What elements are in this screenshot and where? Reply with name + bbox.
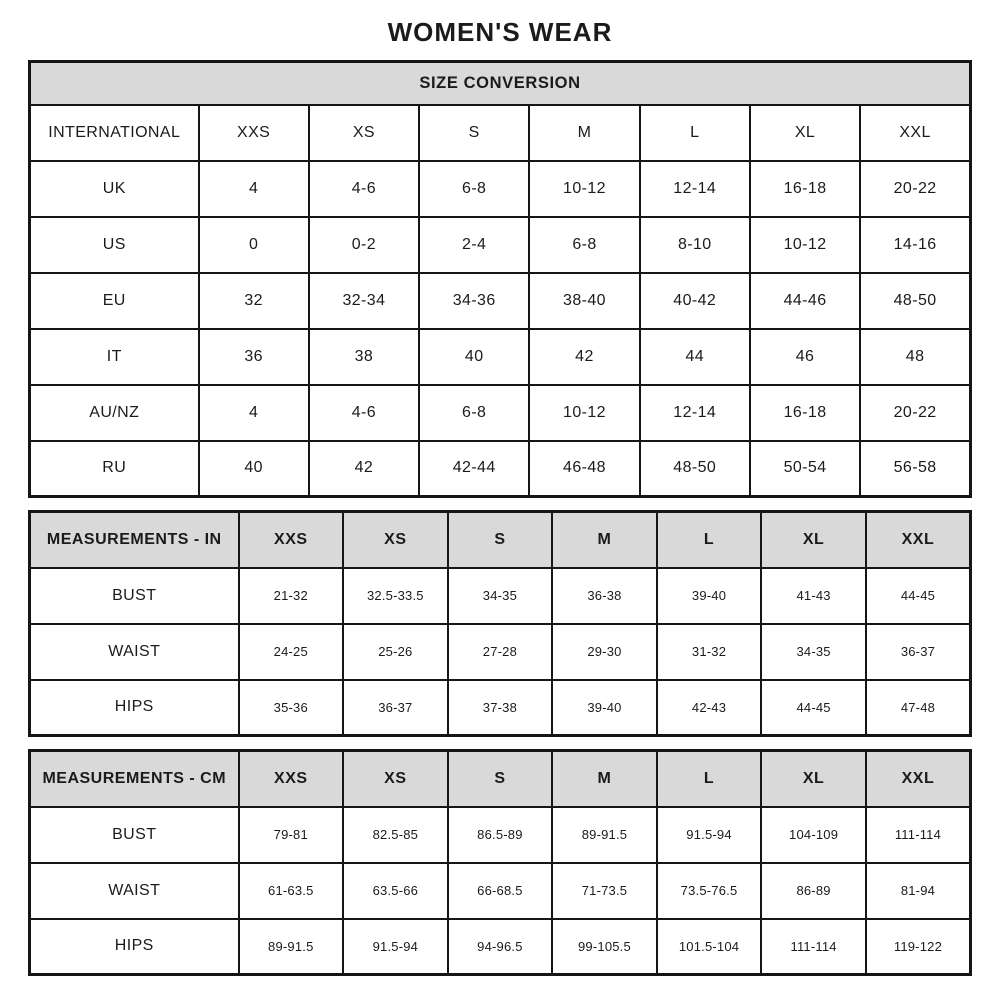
value-cell: 16-18: [750, 161, 860, 217]
table-row: [30, 568, 971, 624]
table-row: [30, 624, 971, 680]
value-cell: 42-44: [419, 441, 529, 497]
value-cell: 6-8: [529, 217, 639, 273]
value-cell: 8-10: [640, 217, 750, 273]
value-cell: 31-32: [657, 624, 762, 680]
value-cell: 4-6: [309, 161, 419, 217]
value-cell: 36: [199, 329, 309, 385]
row-label: US: [30, 217, 199, 273]
measurements-in-header: MEASUREMENTS - IN: [30, 512, 239, 568]
value-cell: 111-114: [761, 919, 866, 975]
size-conversion-band: SIZE CONVERSION: [30, 62, 971, 105]
value-cell: 29-30: [552, 624, 657, 680]
value-cell: 48-50: [640, 441, 750, 497]
value-cell: 0: [199, 217, 309, 273]
value-cell: 86.5-89: [448, 807, 553, 863]
value-cell: 32: [199, 273, 309, 329]
row-label: BUST: [30, 568, 239, 624]
row-label: HIPS: [30, 919, 239, 975]
value-cell: 86-89: [761, 863, 866, 919]
size-header: S: [448, 512, 553, 568]
value-cell: 73.5-76.5: [657, 863, 762, 919]
value-cell: 48: [860, 329, 970, 385]
value-cell: 71-73.5: [552, 863, 657, 919]
value-cell: 46: [750, 329, 860, 385]
value-cell: 46-48: [529, 441, 639, 497]
value-cell: 20-22: [860, 385, 970, 441]
value-cell: 2-4: [419, 217, 529, 273]
value-cell: 82.5-85: [343, 807, 448, 863]
value-cell: 4-6: [309, 385, 419, 441]
value-cell: 81-94: [866, 863, 971, 919]
size-header: XXS: [239, 751, 344, 807]
size-header: XXL: [866, 512, 971, 568]
value-cell: 66-68.5: [448, 863, 553, 919]
size-header: XXL: [866, 751, 971, 807]
value-cell: 94-96.5: [448, 919, 553, 975]
value-cell: 42: [309, 441, 419, 497]
value-cell: 63.5-66: [343, 863, 448, 919]
value-cell: 21-32: [239, 568, 344, 624]
column-header: L: [640, 105, 750, 161]
size-conversion-header-row: [30, 105, 971, 161]
value-cell: 119-122: [866, 919, 971, 975]
value-cell: 16-18: [750, 385, 860, 441]
value-cell: 36-38: [552, 568, 657, 624]
value-cell: 56-58: [860, 441, 970, 497]
row-label: BUST: [30, 807, 239, 863]
value-cell: 14-16: [860, 217, 970, 273]
size-header: XXS: [239, 512, 344, 568]
row-label: HIPS: [30, 680, 239, 736]
column-header: XXS: [199, 105, 309, 161]
value-cell: 44-45: [866, 568, 971, 624]
measurements-cm-header-row: [30, 751, 971, 807]
value-cell: 39-40: [552, 680, 657, 736]
value-cell: 104-109: [761, 807, 866, 863]
value-cell: 34-35: [448, 568, 553, 624]
value-cell: 32-34: [309, 273, 419, 329]
size-conversion-table: [28, 60, 972, 498]
value-cell: 44: [640, 329, 750, 385]
value-cell: 79-81: [239, 807, 344, 863]
table-row: [30, 273, 971, 329]
value-cell: 39-40: [657, 568, 762, 624]
value-cell: 20-22: [860, 161, 970, 217]
value-cell: 37-38: [448, 680, 553, 736]
size-header: S: [448, 751, 553, 807]
table-row: [30, 807, 971, 863]
row-label: AU/NZ: [30, 385, 199, 441]
value-cell: 89-91.5: [239, 919, 344, 975]
value-cell: 25-26: [343, 624, 448, 680]
value-cell: 34-36: [419, 273, 529, 329]
value-cell: 41-43: [761, 568, 866, 624]
value-cell: 10-12: [529, 161, 639, 217]
size-header: L: [657, 512, 762, 568]
size-header: XS: [343, 512, 448, 568]
table-row: [30, 161, 971, 217]
value-cell: 10-12: [750, 217, 860, 273]
value-cell: 48-50: [860, 273, 970, 329]
value-cell: 40-42: [640, 273, 750, 329]
value-cell: 24-25: [239, 624, 344, 680]
value-cell: 40: [199, 441, 309, 497]
size-header: XL: [761, 751, 866, 807]
table-row: [30, 680, 971, 736]
value-cell: 0-2: [309, 217, 419, 273]
measurements-in-header-row: [30, 512, 971, 568]
measurements-cm-table: [28, 749, 972, 976]
size-header: M: [552, 751, 657, 807]
size-header: M: [552, 512, 657, 568]
table-row: [30, 217, 971, 273]
size-header: XS: [343, 751, 448, 807]
value-cell: 111-114: [866, 807, 971, 863]
page-title: WOMEN'S WEAR: [387, 17, 613, 47]
row-label: WAIST: [30, 863, 239, 919]
value-cell: 32.5-33.5: [343, 568, 448, 624]
value-cell: 91.5-94: [343, 919, 448, 975]
value-cell: 89-91.5: [552, 807, 657, 863]
value-cell: 47-48: [866, 680, 971, 736]
table-row: [30, 863, 971, 919]
column-header: M: [529, 105, 639, 161]
value-cell: 4: [199, 161, 309, 217]
value-cell: 50-54: [750, 441, 860, 497]
size-header: XL: [761, 512, 866, 568]
value-cell: 101.5-104: [657, 919, 762, 975]
value-cell: 38-40: [529, 273, 639, 329]
measurements-cm-header: MEASUREMENTS - CM: [30, 751, 239, 807]
value-cell: 42: [529, 329, 639, 385]
column-header: S: [419, 105, 529, 161]
value-cell: 61-63.5: [239, 863, 344, 919]
size-header: L: [657, 751, 762, 807]
value-cell: 35-36: [239, 680, 344, 736]
value-cell: 40: [419, 329, 529, 385]
row-label: UK: [30, 161, 199, 217]
value-cell: 12-14: [640, 161, 750, 217]
table-row: [30, 919, 971, 975]
value-cell: 42-43: [657, 680, 762, 736]
row-label: RU: [30, 441, 199, 497]
value-cell: 44-45: [761, 680, 866, 736]
measurements-in-table: [28, 510, 972, 737]
value-cell: 36-37: [866, 624, 971, 680]
column-header: XXL: [860, 105, 970, 161]
value-cell: 91.5-94: [657, 807, 762, 863]
value-cell: 6-8: [419, 161, 529, 217]
column-header: XS: [309, 105, 419, 161]
table-row: [30, 385, 971, 441]
value-cell: 12-14: [640, 385, 750, 441]
row-label: IT: [30, 329, 199, 385]
table-row: [30, 329, 971, 385]
value-cell: 38: [309, 329, 419, 385]
value-cell: 34-35: [761, 624, 866, 680]
row-label: WAIST: [30, 624, 239, 680]
value-cell: 36-37: [343, 680, 448, 736]
table-row: [30, 441, 971, 497]
value-cell: 10-12: [529, 385, 639, 441]
value-cell: 99-105.5: [552, 919, 657, 975]
row-label: EU: [30, 273, 199, 329]
value-cell: 4: [199, 385, 309, 441]
column-header: INTERNATIONAL: [30, 105, 199, 161]
value-cell: 6-8: [419, 385, 529, 441]
size-conversion-band-row: [30, 62, 971, 105]
value-cell: 44-46: [750, 273, 860, 329]
value-cell: 27-28: [448, 624, 553, 680]
column-header: XL: [750, 105, 860, 161]
